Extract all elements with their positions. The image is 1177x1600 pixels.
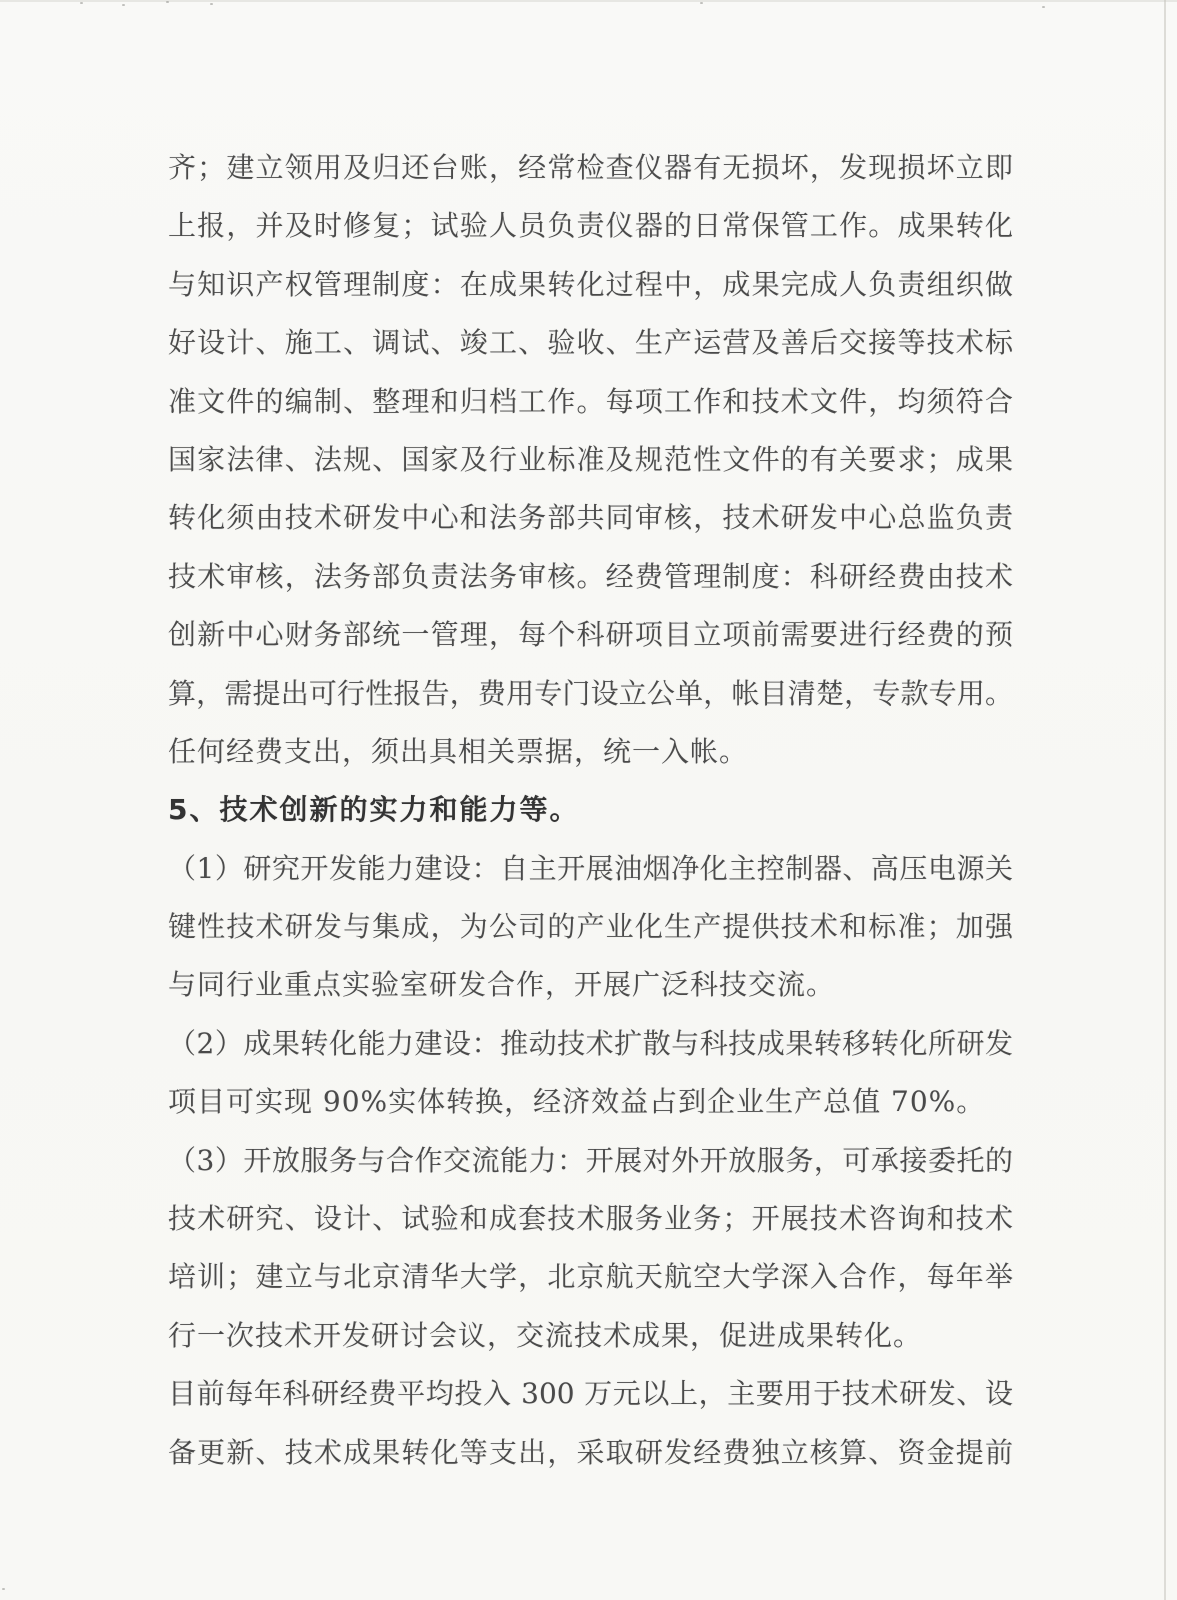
scan-speck [1042, 6, 1045, 8]
scan-speck [2, 1588, 5, 1590]
text-line: 与知识产权管理制度：在成果转化过程中，成果完成人负责组织做 [168, 267, 1013, 301]
text-line: 好设计、施工、调试、竣工、验收、生产运营及善后交接等技术标 [168, 326, 1013, 360]
scan-top-edge-shadow [0, 0, 1177, 2]
text-line: 培训；建立与北京清华大学，北京航天航空大学深入合作，每年举 [168, 1260, 1013, 1294]
scan-speck [700, 2, 703, 4]
text-line: （1）研究开发能力建设：自主开展油烟净化主控制器、高压电源关 [168, 851, 1013, 885]
text-line: 技术审核，法务部负责法务审核。经费管理制度：科研经费由技术 [168, 559, 1013, 593]
section-heading: 5、技术创新的实力和能力等。 [168, 793, 580, 827]
text-line: 创新中心财务部统一管理，每个科研项目立项前需要进行经费的预 [168, 618, 1013, 652]
text-line: （3）开放服务与合作交流能力：开展对外开放服务，可承接委托的 [168, 1143, 1013, 1177]
text-line: 转化须由技术研发中心和法务部共同审核，技术研发中心总监负责 [168, 501, 1013, 535]
text-line: 行一次技术开发研讨会议，交流技术成果，促进成果转化。 [168, 1318, 923, 1352]
text-line: 准文件的编制、整理和归档工作。每项工作和技术文件，均须符合 [168, 384, 1013, 418]
scan-speck [166, 1, 169, 3]
text-line: 任何经费支出，须出具相关票据，统一入帐。 [168, 734, 749, 768]
text-line: 技术研究、设计、试验和成套技术服务业务；开展技术咨询和技术 [168, 1202, 1013, 1236]
text-line: 键性技术研发与集成，为公司的产业化生产提供技术和标准；加强 [168, 910, 1013, 944]
text-line: 上报，并及时修复；试验人员负责仪器的日常保管工作。成果转化 [168, 209, 1013, 243]
text-line: （2）成果转化能力建设：推动技术扩散与科技成果转移转化所研发 [168, 1026, 1013, 1060]
scan-speck [210, 3, 213, 5]
scan-speck [80, 2, 83, 4]
text-line: 算，需提出可行性报告，费用专门设立公单，帐目清楚，专款专用。 [168, 676, 1013, 710]
text-line: 备更新、技术成果转化等支出，采取研发经费独立核算、资金提前 [168, 1435, 1013, 1469]
text-line: 项目可实现 90%实体转换，经济效益占到企业生产总值 70%。 [168, 1085, 986, 1119]
text-line: 目前每年科研经费平均投入 300 万元以上，主要用于技术研发、设 [168, 1377, 1013, 1411]
text-line: 齐；建立领用及归还台账，经常检查仪器有无损坏，发现损坏立即 [168, 151, 1013, 184]
scan-right-edge-shadow [1164, 0, 1166, 1600]
document-body [168, 139, 1013, 1482]
text-line: 国家法律、法规、国家及行业标准及规范性文件的有关要求；成果 [168, 442, 1013, 476]
text-line: 与同行业重点实验室研发合作，开展广泛科技交流。 [168, 968, 836, 1002]
scan-speck [122, 4, 125, 6]
